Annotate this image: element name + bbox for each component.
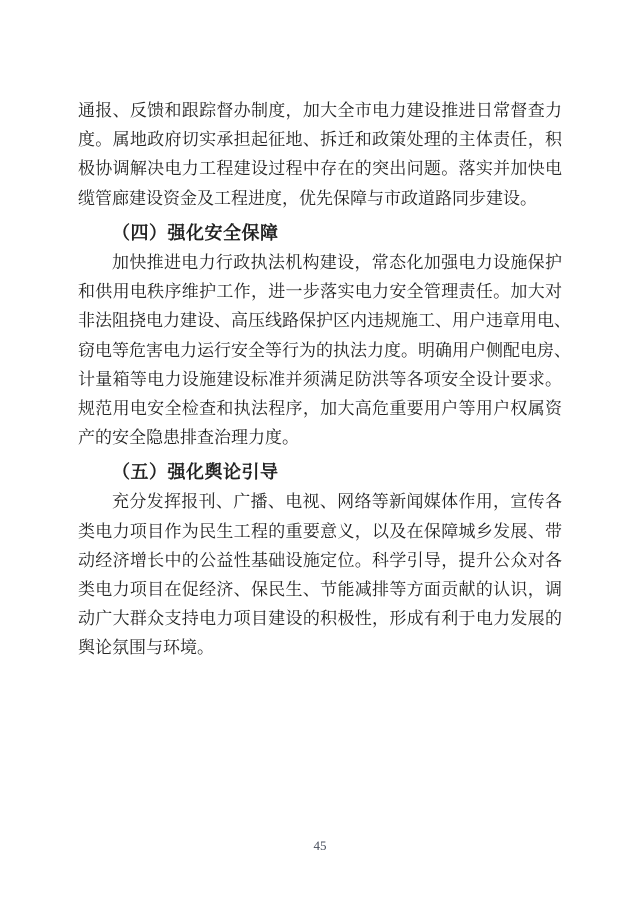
- text-line: 度。属地政府切实承担起征地、拆迁和政策处理的主体责任，积: [78, 130, 562, 150]
- text-line: 极协调解决电力工程建设过程中存在的突出问题。落实并加快电: [78, 159, 562, 179]
- text-line: 计量箱等电力设施建设标准并须满足防洪等各项安全设计要求。: [78, 369, 562, 389]
- text-line: 类电力项目在促经济、保民生、节能减排等方面贡献的认识，调: [78, 580, 562, 599]
- text-line: 通报、反馈和跟踪督办制度，加大全市电力建设推进日常督查力: [78, 101, 562, 120]
- text-line: 充分发挥报刊、广播、电视、网络等新闻媒体作用，宣传各: [112, 492, 562, 512]
- text-line: 动经济增长中的公益性基础设施定位。科学引导，提升公众对各: [78, 550, 562, 570]
- section-heading: （四）强化安全保障: [112, 222, 279, 243]
- document-content: [78, 96, 571, 663]
- paragraph: [78, 487, 562, 662]
- text-line: 类电力项目作为民生工程的重要意义，以及在保障城乡发展、带: [78, 521, 562, 541]
- text-line: 动广大群众支持电力项目建设的积极性，形成有利于电力发展的: [78, 609, 562, 629]
- page-footer: [0, 838, 640, 854]
- section-heading: （五）强化舆论引导: [112, 462, 279, 483]
- text-line: 加快推进电力行政执法机构建设，常态化加强电力设施保护: [112, 252, 562, 272]
- text-line: 舆论氛围与环境。: [78, 638, 214, 658]
- text-line: 产的安全隐患排查治理力度。: [78, 428, 299, 448]
- text-line: 规范用电安全检查和执法程序，加大高危重要用户等用户权属资: [78, 398, 562, 418]
- text-line: 非法阻挠电力建设、高压线路保护区内违规施工、用户违章用电、: [78, 311, 571, 331]
- text-line: 窃电等危害电力运行安全等行为的执法力度。明确用户侧配电房、: [78, 340, 571, 360]
- paragraph: [78, 248, 571, 452]
- paragraph: [78, 96, 562, 213]
- text-line: 缆管廊建设资金及工程进度，优先保障与市政道路同步建设。: [78, 188, 537, 208]
- text-line: 和供用电秩序维护工作，进一步落实电力安全管理责任。加大对: [78, 282, 562, 302]
- page-number: 45: [313, 838, 327, 853]
